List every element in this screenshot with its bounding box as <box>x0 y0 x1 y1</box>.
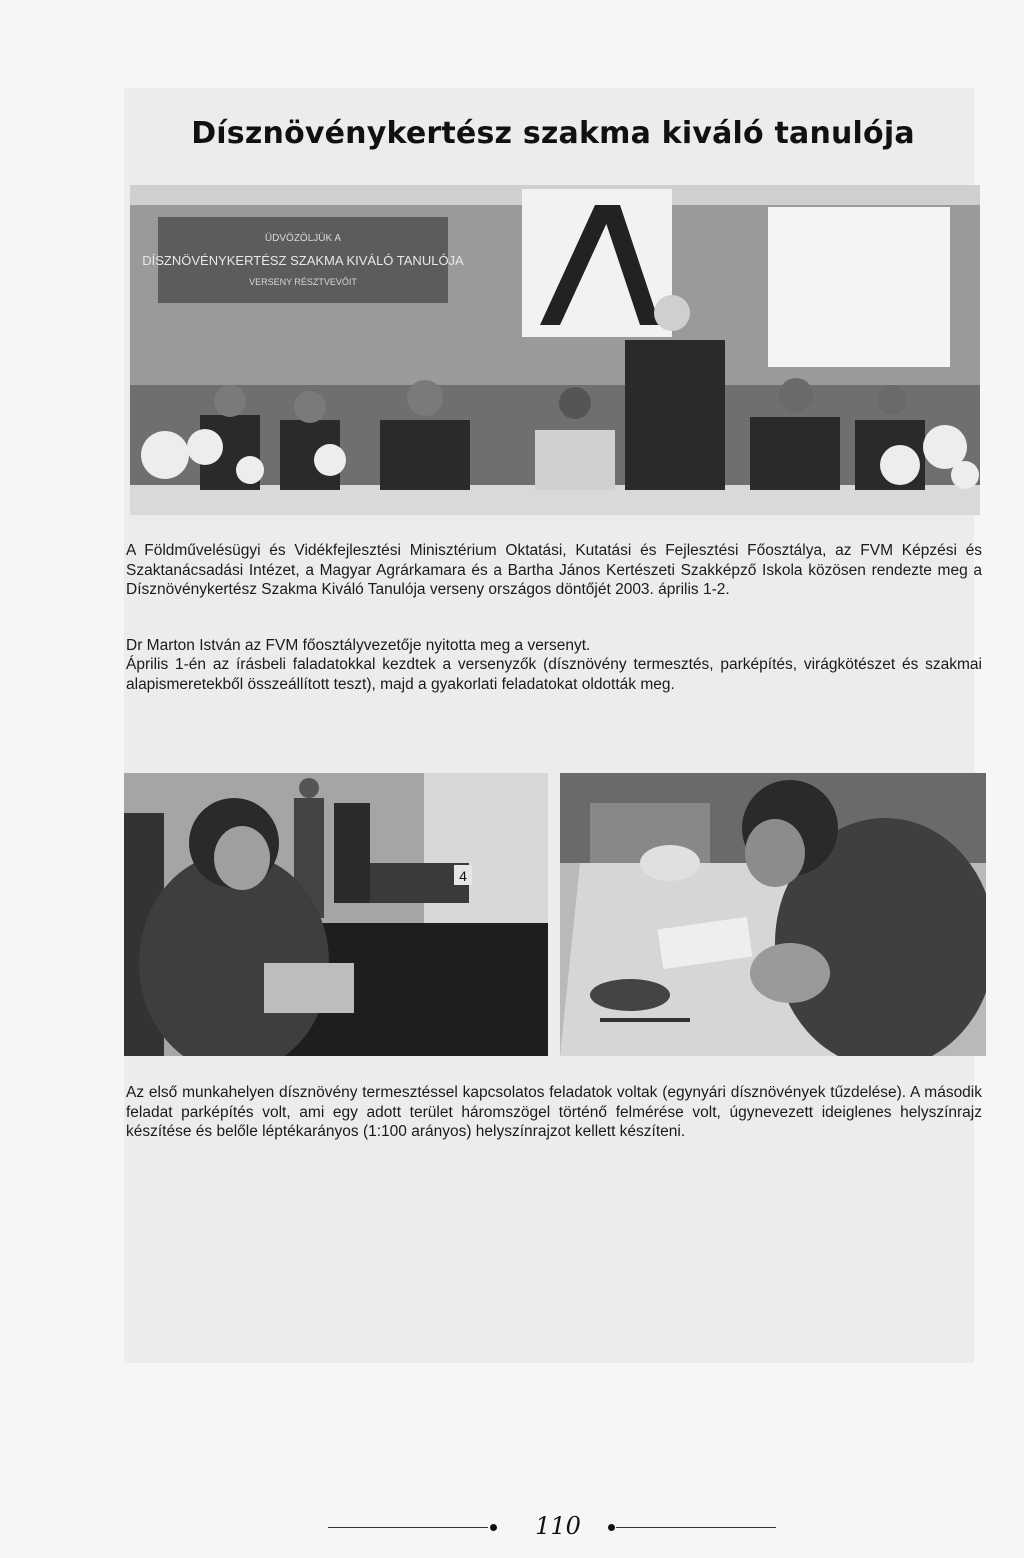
tasks-paragraph: Az első munkahelyen dísznövény termesztéssel kapcsolatos feladatok voltak (egynyári dísznövények tűzdelése). A második feladat parképítés volt, ami egy adott terület háromszögel történő felmérése volt, úgynevezett ideiglenes helyszínrajz készítése és belőle léptékarányos (1:100 arányos) helyszínrajzot kellett készíteni. <box>126 1084 982 1140</box>
footer-dot-left <box>490 1524 497 1531</box>
competitor-photo-right <box>560 773 986 1056</box>
page-title: Dísznövénykertész szakma kiváló tanulója <box>191 116 915 151</box>
written-tasks-paragraph: Április 1-én az írásbeli faladatokkal kezdtek a versenyzők (dísznövény termesztés, parképítés, virágkötészet és szakmai alapismeretekből összeállított teszt), majd a gyakorlati feladatokat oldották meg. <box>126 656 982 693</box>
page-footer <box>328 1512 776 1552</box>
opening-paragraph: Dr Marton István az FVM főosztályvezetője nyitotta meg a versenyt. <box>126 637 591 654</box>
intro-paragraph: A Földművelésügyi és Vidékfejlesztési Minisztérium Oktatási, Kutatási és Fejlesztési Főosztálya, az FVM Képzési és Szaktanácsadási Intézet, a Magyar Agrárkamara és a Bartha János Kertészeti Szakképző Iskola közösen rendezte meg a Dísznövénykertész Szakma Kiváló Tanulója verseny országos döntőjét 2003. április 1-2. <box>126 542 982 598</box>
station-number: 4 <box>459 868 467 884</box>
footer-rule-right <box>616 1527 776 1528</box>
banner-line-1: ÜDVÖZÖLJÜK A <box>264 233 342 244</box>
footer-rule-left <box>328 1527 488 1528</box>
competitor-photo-left <box>124 773 548 1056</box>
page-number: 110 <box>535 1512 581 1540</box>
ceremony-photo <box>130 185 980 515</box>
banner-line-2: DÍSZNÖVÉNYKERTÉSZ SZAKMA KIVÁLÓ TANULÓJA <box>142 253 464 268</box>
banner-line-3: VERSENY RÉSZTVEVŐIT <box>249 277 357 287</box>
footer-dot-right <box>608 1524 615 1531</box>
